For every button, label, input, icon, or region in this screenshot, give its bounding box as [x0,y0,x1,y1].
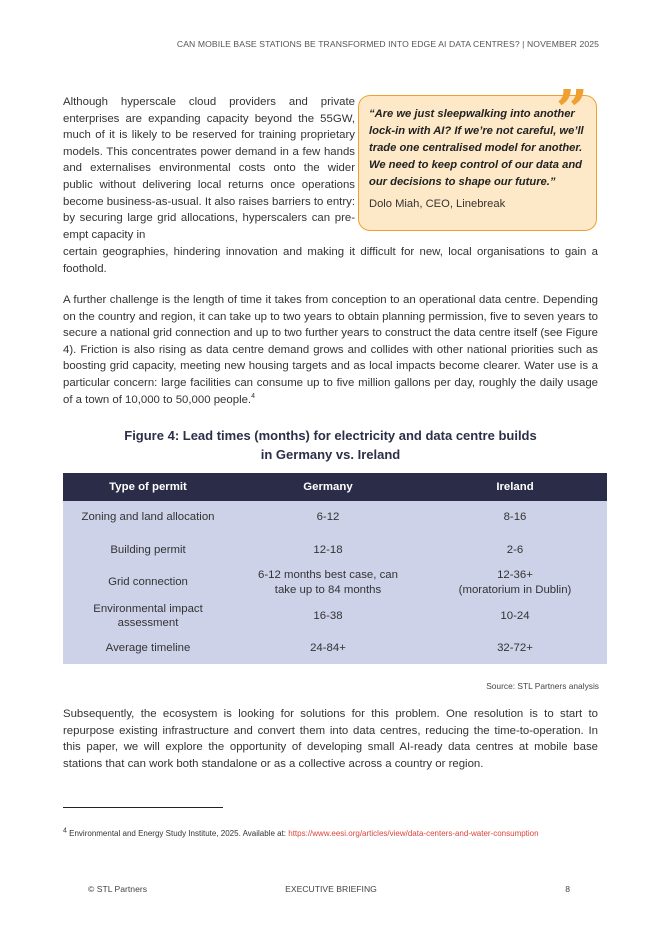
paragraph-2 [63,292,598,408]
table-row [63,633,607,664]
germany-cell: 6-12 months best case, can take up to 84 months [233,566,423,599]
figure-title [63,426,598,464]
footnote [63,829,539,838]
footer-copyright: © STL Partners [88,884,148,894]
ireland-cell: 32-72+ [423,633,607,664]
page-number: 8 [565,884,570,894]
permit-type-cell: Zoning and land allocation [63,501,233,534]
running-header: CAN MOBILE BASE STATIONS BE TRANSFORMED INTO EDGE AI DATA CENTRES? | NOVEMBER 2025 [176,39,599,49]
quote-text: “Are we just sleepwalking into another lock-in with AI? If we’re not careful, we’ll trade one centralised model for another. We need to keep control of our data and our decisions to shape our future.” [369,108,584,188]
germany-cell: 24-84+ [233,633,423,664]
ireland-cell: 12-36+ (moratorium in Dublin) [423,566,607,599]
footnote-number: 4 [63,827,67,835]
table-header-row [63,473,607,501]
ireland-cell: 8-16 [423,501,607,534]
footnote-divider [63,807,223,808]
quote-marks-icon: ” [555,78,588,144]
footer-label: EXECUTIVE BRIEFING [285,884,377,894]
footnote-reference[interactable]: 4 [251,392,256,400]
column-header-type: Type of permit [63,473,233,501]
paragraph-1-part-2: certain geographies, hindering innovation and making it difficult for new, local organisations to gain a foothold. [63,246,598,275]
permit-type-cell: Building permit [63,534,233,566]
table-row [63,501,607,534]
table-row [63,566,607,599]
paragraph-2-text: A further challenge is the length of time it takes from conception to an operational data centre. Depending on the country and region, it can take up to two years to obtain planning permission, five to seven years to secure a national grid connection and up to two further years to construct the data centre itself (see Figure 4). Friction is also rising as data centre demand grows and collides with other national priorities such as boosting grid capacity, meeting new housing targets and as local impacts become clearer. Water use is a particular concern: large facilities can consume up to five million gallons per day, roughly the daily usage of a town of 10,000 to 50,000 people. [63,294,598,406]
column-header-germany: Germany [233,473,423,501]
footnote-text: Environmental and Energy Study Institute, 2025. Available at: [69,829,289,838]
figure-source: Source: STL Partners analysis [486,681,599,691]
germany-cell: 16-38 [233,599,423,633]
permit-type-cell: Grid connection [63,566,233,599]
permit-type-cell: Environmental impact assessment [63,599,233,633]
permit-type-cell: Average timeline [63,633,233,664]
table-row [63,599,607,633]
figure-title-line-1: Figure 4: Lead times (months) for electricity and data centre builds [124,428,537,443]
lead-times-table [63,473,607,664]
column-header-ireland: Ireland [423,473,607,501]
quote-attribution: Dolo Miah, CEO, Linebreak [369,198,506,210]
ireland-cell: 2-6 [423,534,607,566]
ireland-cell: 10-24 [423,599,607,633]
paragraph-1-part-1: Although hyperscale cloud providers and private enterprises are expanding capacity beyond the 55GW, much of it is likely to be reserved for training proprietary models. This concentrates power demand in a few hands and externalises environmental costs onto the wider public without delivering local returns once operations become business-as-usual. It also raises barriers to entry: by securing large grid allocations, hyperscalers can pre-empt capacity in [63,96,355,241]
table-row [63,534,607,566]
figure-title-line-2: in Germany vs. Ireland [260,447,401,462]
footnote-link[interactable]: https://www.eesi.org/articles/view/data-centers-and-water-consumption [288,829,539,838]
germany-cell: 6-12 [233,501,423,534]
germany-cell: 12-18 [233,534,423,566]
paragraph-3: Subsequently, the ecosystem is looking for solutions for this problem. One resolution is to start to repurpose existing infrastructure and convert them into data centres, reducing the time-to-operation. In this paper, we will explore the opportunity of developing small AI-ready data centres at mobile base stations that can work both standalone or as a collective across a country or region. [63,708,598,770]
pull-quote [358,78,597,231]
